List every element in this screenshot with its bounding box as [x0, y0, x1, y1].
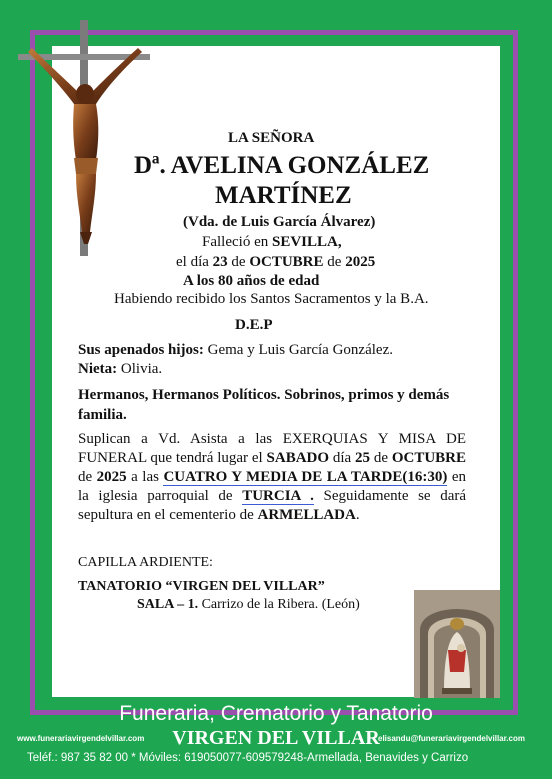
death-place-line: Falleció en SEVILLA,: [202, 234, 342, 250]
sacraments-line: Habiendo recibido los Santos Sacramentos y la B.A.: [114, 291, 429, 307]
tanatorio-name: TANATORIO “VIRGEN DEL VILLAR”: [78, 579, 325, 594]
deceased-name-line2: MARTÍNEZ: [215, 182, 352, 209]
church-name: TURCIA .: [242, 488, 314, 504]
age-line: A los 80 años de edad: [183, 273, 320, 289]
rip-line: D.E.P: [235, 317, 273, 333]
title-prefix: LA SEÑORA: [228, 130, 315, 146]
deceased-name-line1: Dª. AVELINA GONZÁLEZ: [134, 152, 430, 179]
death-city: SEVILLA,: [271, 234, 342, 250]
cemetery-name: ARMELLADA: [257, 507, 356, 523]
virgin-statue-image: [414, 590, 500, 698]
funeral-time: CUATRO Y MEDIA DE LA TARDE(16:30): [163, 469, 448, 485]
chapel-label: CAPILLA ARDIENTE:: [78, 555, 213, 570]
children-line: Sus apenados hijos: Gema y Luis García González.: [78, 342, 393, 358]
death-date-line: el día 23 de OCTUBRE de 2025: [176, 254, 376, 270]
crucifix-icon: [14, 18, 154, 258]
company-tagline: Funeraria, Crematorio y Tanatorio: [119, 702, 433, 725]
granddaughter-line: Nieta: Olivia.: [78, 361, 163, 377]
chapel-room: SALA – 1. Carrizo de la Ribera. (León): [137, 597, 360, 612]
phones-line: Teléf.: 987 35 82 00 * Móviles: 619050077-609579248-Armellada, Benavides y Carrizo: [27, 752, 469, 764]
widow-of: (Vda. de Luis García Álvarez): [183, 214, 376, 230]
website-link[interactable]: www.funerariavirgendelvillar.com: [17, 734, 145, 743]
other-family: Hermanos, Hermanos Políticos. Sobrinos, primos y demás familia.: [78, 387, 450, 423]
email-link[interactable]: elisandu@funerariavirgendelvillar.com: [378, 734, 525, 743]
funeral-paragraph: Suplican a Vd. Asista a las EXERQUIAS Y MISA DE FUNERAL que tendrá lugar el SABADO día 25 de OCTUBRE de 2025 a las CUATRO Y MEDIA DE LA TARDE(16:30) en la iglesia parroquial de TURCIA . Seguidamente se dará sepultura en el cementerio de ARMELLADA.: [78, 431, 466, 523]
brand-name: VIRGEN DEL VILLAR: [172, 727, 380, 749]
